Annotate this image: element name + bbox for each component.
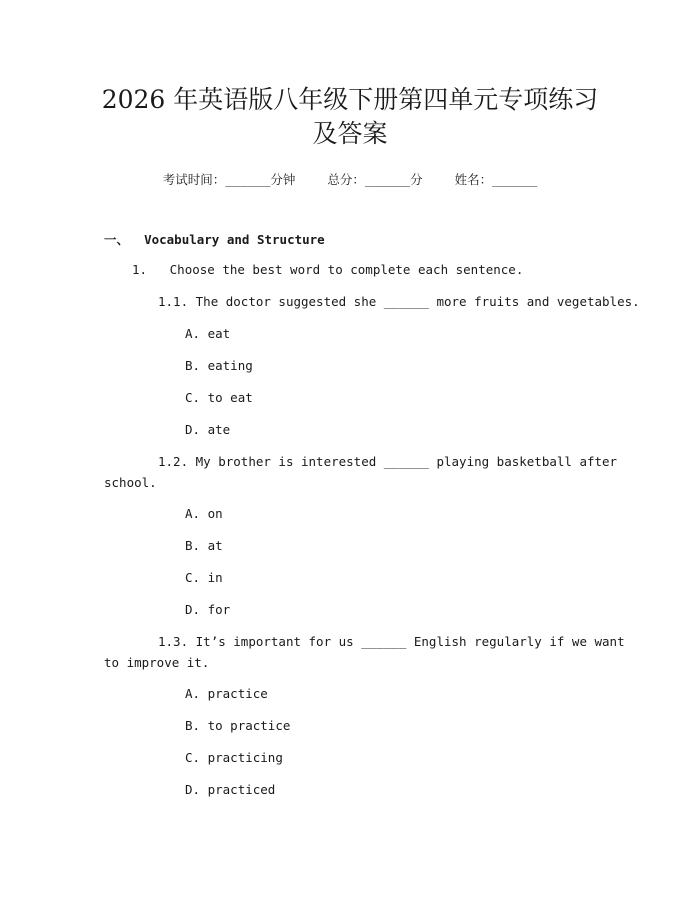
exam-name: 姓名：______ [454,172,538,187]
option-1-1-d: D. ate [185,422,231,437]
option-1-3-a: A. practice [185,686,268,701]
option-1-2-a: A. on [185,506,223,521]
option-1-3-d: D. practiced [185,782,276,797]
document-title-line-1: 2026 年英语版八年级下册第四单元专项练习 [101,85,599,114]
question-item-1-3-continued: to improve it. [104,655,210,670]
question-item-1-2: 1.2. My brother is interested ______ playing basketball after [158,454,618,469]
exam-meta [0,170,700,188]
option-1-3-c: C. practicing [185,750,283,765]
option-1-1-c: C. to eat [185,390,253,405]
time-blank: ______ [225,172,271,187]
score-blank: ______ [364,172,411,187]
question-instruction: 1. Choose the best word to complete each sentence. [132,262,524,277]
exam-score: 总分：______分 [327,172,423,187]
question-item-1-2-continued: school. [104,475,157,490]
option-1-2-b: B. at [185,538,223,553]
option-1-2-d: D. for [185,602,231,617]
option-1-3-b: B. to practice [185,718,291,733]
section-heading: 一、 Vocabulary and Structure [104,232,325,247]
option-1-1-a: A. eat [185,326,231,341]
document-title-line-2: 及答案 [312,119,388,148]
option-1-2-c: C. in [185,570,223,585]
option-1-1-b: B. eating [185,358,253,373]
question-item-1-1: 1.1. The doctor suggested she ______ more fruits and vegetables. [158,294,640,309]
name-blank: ______ [492,172,538,187]
exam-time: 考试时间：______分钟 [162,172,296,187]
question-item-1-3: 1.3. It’s important for us ______ English regularly if we want [158,634,625,649]
